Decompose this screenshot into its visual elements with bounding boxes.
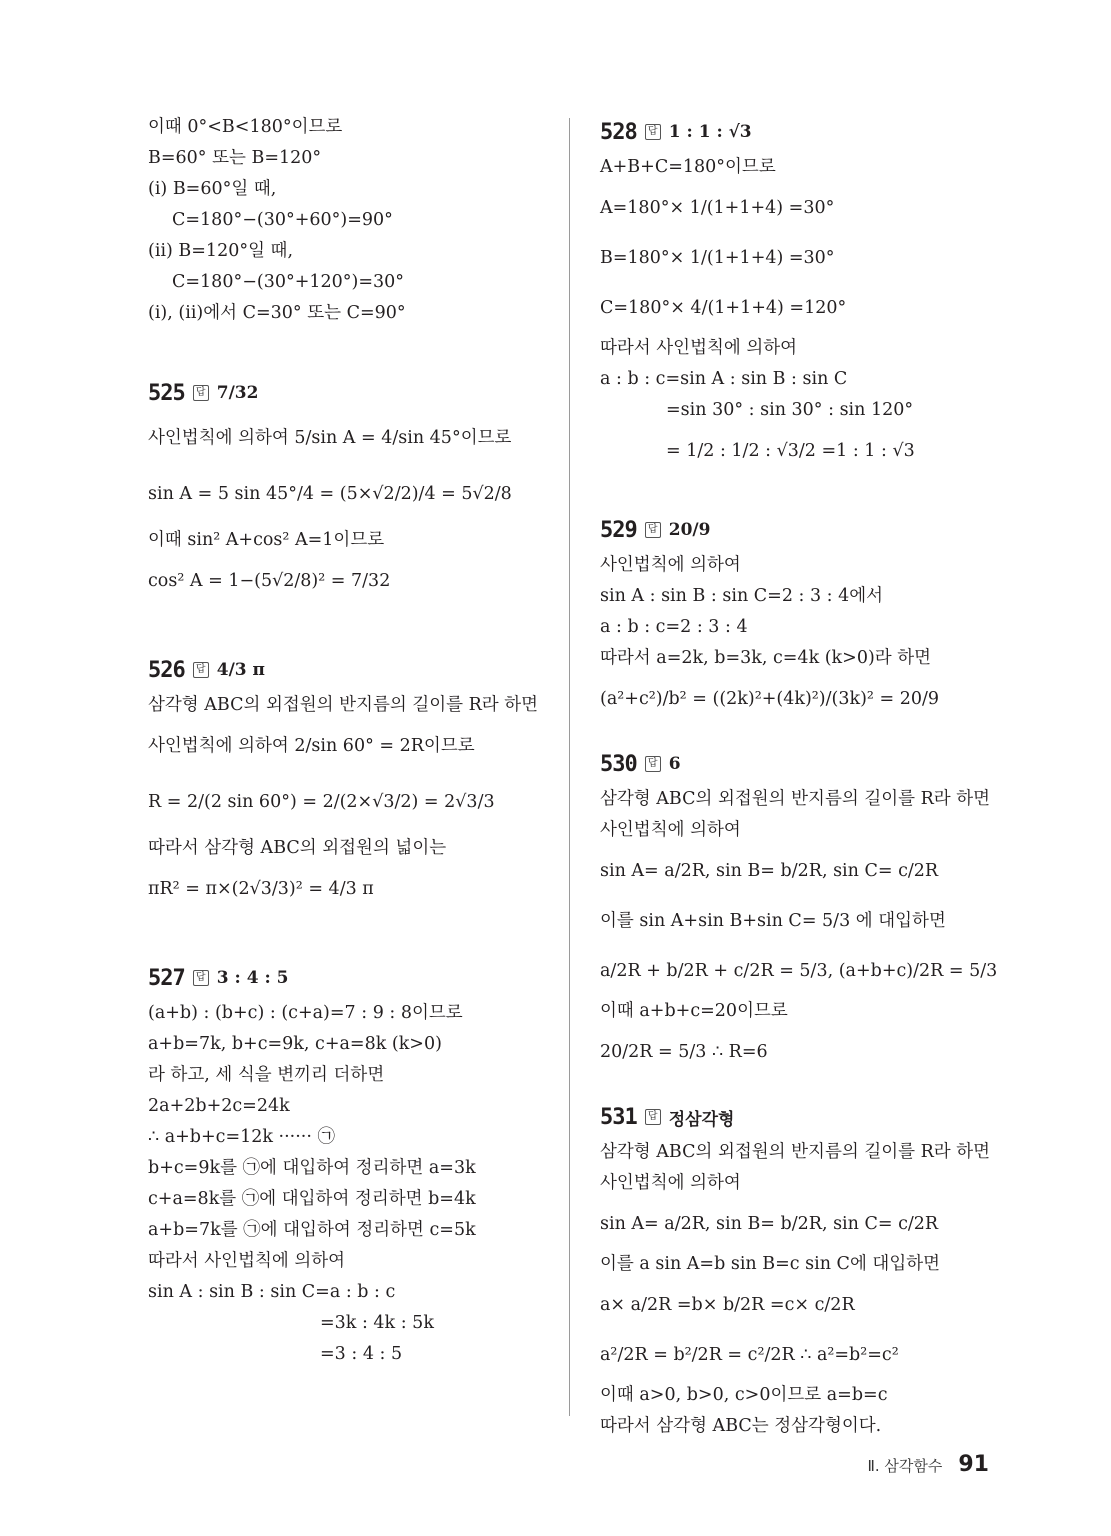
problem-header-525 — [148, 373, 558, 413]
text-line: A+B+C=180°이므로 — [600, 157, 776, 177]
text-line: a+b=7k를 ㉠에 대입하여 정리하면 c=5k — [148, 1220, 476, 1240]
text-line: sin A : sin B : sin C=2 : 3 : 4에서 — [600, 586, 884, 606]
problem-number: 531 — [600, 1104, 637, 1130]
problem-answer: 정삼각형 — [668, 1109, 735, 1130]
text-line: a : b : c=sin A : sin B : sin C — [600, 369, 848, 389]
problem-answer: 20/9 — [668, 520, 711, 540]
text-line: 라 하고, 세 식을 변끼리 더하면 — [148, 1065, 385, 1085]
text-line: (a+b) : (b+c) : (c+a)=7 : 9 : 8이므로 — [148, 1003, 463, 1023]
page-footer — [867, 1452, 989, 1477]
problem-header-529 — [600, 510, 1020, 550]
text-line: a+b=7k, b+c=9k, c+a=8k (k>0) — [148, 1034, 442, 1054]
right-column — [600, 112, 1020, 1442]
text-line: B=180°× 1/(1+1+4) =30° — [600, 248, 835, 268]
text-line: C=180°× 4/(1+1+4) =120° — [600, 298, 847, 318]
text-line: sin A= a/2R, sin B= b/2R, sin C= c/2R — [600, 861, 939, 881]
problem-answer: 3 : 4 : 5 — [216, 968, 289, 988]
answer-icon: 답 — [193, 662, 209, 678]
text-line: (ⅰ), (ⅱ)에서 C=30° 또는 C=90° — [148, 303, 406, 323]
problem-answer: 4/3 π — [216, 660, 265, 680]
problem-number: 529 — [600, 517, 637, 543]
chapter-label: Ⅱ. 삼각함수 — [867, 1457, 943, 1475]
problem-number: 528 — [600, 119, 637, 145]
page-number: 91 — [958, 1452, 989, 1477]
text-line: 이때 sin² A+cos² A=1이므로 — [148, 530, 385, 550]
text-line: 이를 sin A+sin B+sin C= 5/3 에 대입하면 — [600, 911, 946, 931]
text-line: (a²+c²)/b² = ((2k)²+(4k)²)/(3k)² = 20/9 — [600, 689, 940, 709]
column-divider — [569, 118, 570, 1416]
text-line: (ⅰ) B=60°일 때, — [148, 179, 277, 199]
text-line: 따라서 삼각형 ABC의 외접원의 넓이는 — [148, 838, 447, 858]
problem-answer: 7/32 — [216, 383, 259, 403]
text-line: 삼각형 ABC의 외접원의 반지름의 길이를 R라 하면 — [600, 1142, 991, 1162]
text-line: 사인법칙에 의하여 — [600, 555, 741, 575]
text-line: 삼각형 ABC의 외접원의 반지름의 길이를 R라 하면 — [600, 789, 991, 809]
text-line: C=180°−(30°+120°)=30° — [172, 272, 405, 292]
text-line: sin A : sin B : sin C=a : b : c — [148, 1282, 396, 1302]
text-line: =3k : 4k : 5k — [320, 1313, 434, 1333]
text-line: (ⅱ) B=120°일 때, — [148, 241, 294, 261]
text-line: a : b : c=2 : 3 : 4 — [600, 617, 748, 637]
text-line: 사인법칙에 의하여 2/sin 60° = 2R이므로 — [148, 736, 475, 756]
text-line: 이때 a+b+c=20이므로 — [600, 1001, 788, 1021]
problem-number: 530 — [600, 751, 637, 777]
text-line: C=180°−(30°+60°)=90° — [172, 210, 393, 230]
text-line: 따라서 삼각형 ABC는 정삼각형이다. — [600, 1416, 882, 1436]
problem-number: 526 — [148, 657, 185, 683]
text-line: a/2R + b/2R + c/2R = 5/3, (a+b+c)/2R = 5/3 — [600, 961, 998, 981]
text-line: =3 : 4 : 5 — [320, 1344, 403, 1364]
problem-header-526 — [148, 650, 558, 690]
text-line: ∴ a+b+c=12k ······ ㉠ — [148, 1127, 335, 1147]
text-line: πR² = π×(2√3/3)² = 4/3 π — [148, 879, 374, 899]
text-line: 사인법칙에 의하여 — [600, 1173, 741, 1193]
text-line: cos² A = 1−(5√2/8)² = 7/32 — [148, 571, 391, 591]
problem-answer: 1 : 1 : √3 — [668, 122, 752, 142]
problem-number: 527 — [148, 965, 185, 991]
text-line: sin A= a/2R, sin B= b/2R, sin C= c/2R — [600, 1214, 939, 1234]
answer-icon: 답 — [645, 522, 661, 538]
text-line: 20/2R = 5/3 ∴ R=6 — [600, 1042, 768, 1062]
text-line: R = 2/(2 sin 60°) = 2/(2×√3/2) = 2√3/3 — [148, 792, 495, 812]
answer-icon: 답 — [645, 1109, 661, 1125]
text-line: 따라서 사인법칙에 의하여 — [600, 338, 798, 358]
text-line: sin A = 5 sin 45°/4 = (5×√2/2)/4 = 5√2/8 — [148, 484, 512, 504]
answer-icon: 답 — [645, 124, 661, 140]
text-line: 이를 a sin A=b sin B=c sin C에 대입하면 — [600, 1254, 941, 1274]
text-line: =sin 30° : sin 30° : sin 120° — [666, 400, 914, 420]
text-line: c+a=8k를 ㉠에 대입하여 정리하면 b=4k — [148, 1189, 476, 1209]
problem-number: 525 — [148, 380, 185, 406]
text-line: a× a/2R =b× b/2R =c× c/2R — [600, 1295, 855, 1315]
text-line: = 1/2 : 1/2 : √3/2 =1 : 1 : √3 — [666, 441, 915, 461]
text-line: 사인법칙에 의하여 5/sin A = 4/sin 45°이므로 — [148, 428, 512, 448]
left-column — [148, 112, 558, 1370]
text-line: 2a+2b+2c=24k — [148, 1096, 290, 1116]
problem-header-527 — [148, 958, 558, 998]
text-line: 따라서 a=2k, b=3k, c=4k (k>0)라 하면 — [600, 648, 932, 668]
text-line: a²/2R = b²/2R = c²/2R ∴ a²=b²=c² — [600, 1345, 899, 1365]
text-line: 이때 a>0, b>0, c>0이므로 a=b=c — [600, 1385, 888, 1405]
problem-header-530 — [600, 744, 1020, 784]
text-line: B=60° 또는 B=120° — [148, 148, 322, 168]
text-line: 사인법칙에 의하여 — [600, 820, 741, 840]
text-line: 이때 0°<B<180°이므로 — [148, 117, 343, 137]
text-line: 삼각형 ABC의 외접원의 반지름의 길이를 R라 하면 — [148, 695, 539, 715]
text-line: 따라서 사인법칙에 의하여 — [148, 1251, 346, 1271]
answer-icon: 답 — [193, 385, 209, 401]
answer-icon: 답 — [193, 970, 209, 986]
problem-answer: 6 — [668, 754, 681, 774]
text-line: b+c=9k를 ㉠에 대입하여 정리하면 a=3k — [148, 1158, 476, 1178]
problem-header-528 — [600, 112, 1020, 152]
text-line: A=180°× 1/(1+1+4) =30° — [600, 198, 835, 218]
answer-icon: 답 — [645, 756, 661, 772]
problem-header-531 — [600, 1097, 1020, 1137]
